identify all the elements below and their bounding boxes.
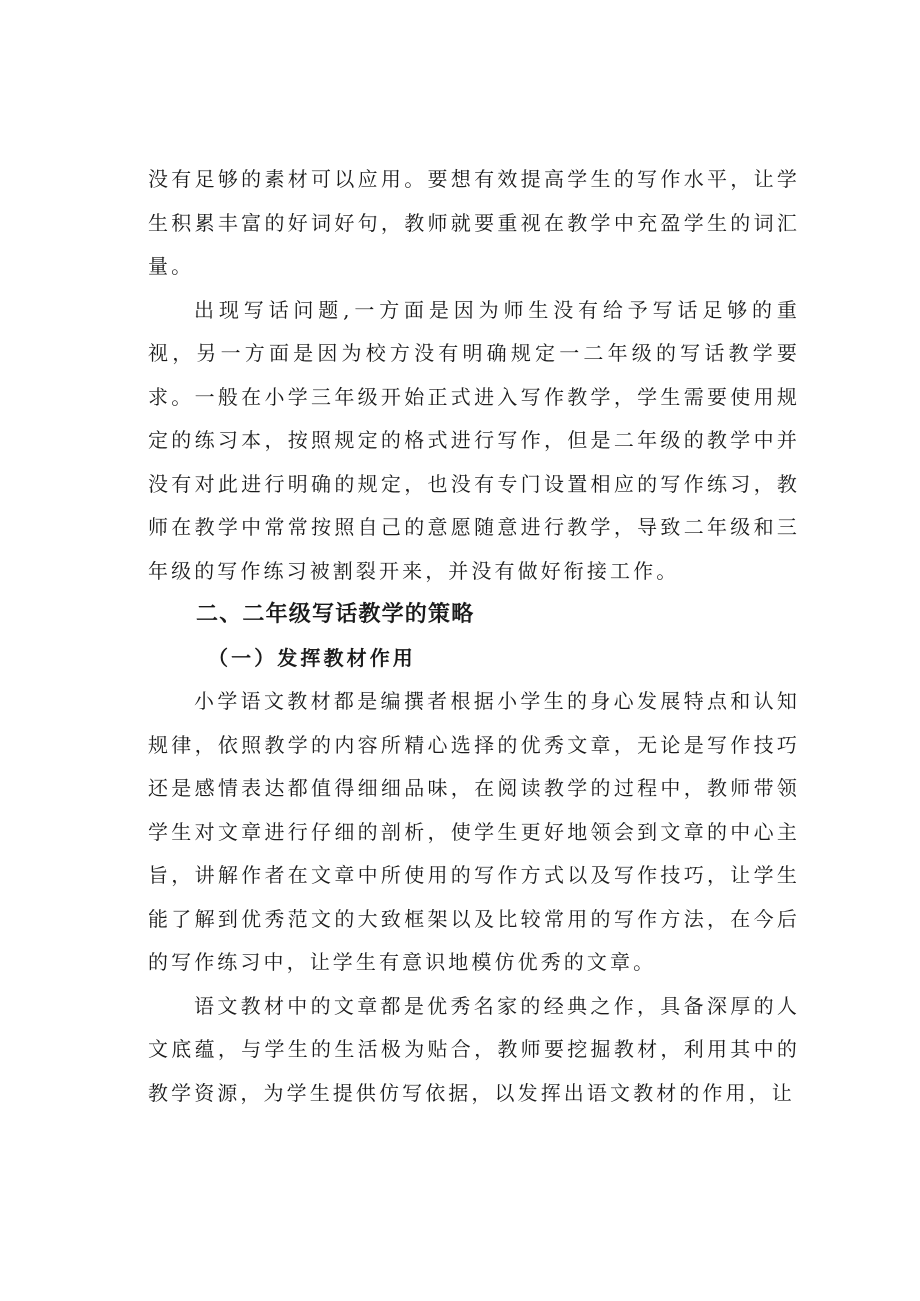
section-heading: 二、二年级写话教学的策略 (196, 602, 475, 627)
document-body (148, 158, 800, 1115)
paragraph-textbook-role: 小学语文教材都是编撰者根据小学生的身心发展特点和认知规律，依照教学的内容所精心选择的优秀文章，无论是写作技巧还是感情表达都值得细细品味，在阅读教学的过程中，教师带领学生对文章进行仔细的剖析，使学生更好地领会到文章的中心主旨，讲解作者在文章中所使用的写作方式以及写作技巧，让学生能了解到优秀范文的大致框架以及比较常用的写作方法，在今后的写作练习中，让学生有意识地模仿优秀的文章。 (148, 689, 800, 974)
paragraph-continuation: 没有足够的素材可以应用。要想有效提高学生的写作水平，让学生积累丰富的好词好句，教师就要重视在教学中充盈学生的词汇量。 (148, 167, 800, 278)
subsection-heading: （一）发挥教材作用 (208, 645, 416, 670)
paragraph-textbook-resources: 语文教材中的文章都是优秀名家的经典之作，具备深厚的人文底蕴，与学生的生活极为贴合，教师要挖掘教材，利用其中的教学资源，为学生提供仿写依据，以发挥出语文教材的作用，让 (148, 993, 800, 1105)
paragraph-writing-problems: 出现写话问题,一方面是因为师生没有给予写话足够的重视，另一方面是因为校方没有明确规定一二年级的写话教学要求。一般在小学三年级开始正式进入写作教学，学生需要使用规定的练习本，按照规定的格式进行写作，但是二年级的教学中并没有对此进行明确的规定，也没有专门设置相应的写作练习，教师在教学中常常按照自己的意愿随意进行教学，导致二年级和三年级的写作练习被割裂开来，并没有做好衔接工作。 (148, 297, 800, 583)
